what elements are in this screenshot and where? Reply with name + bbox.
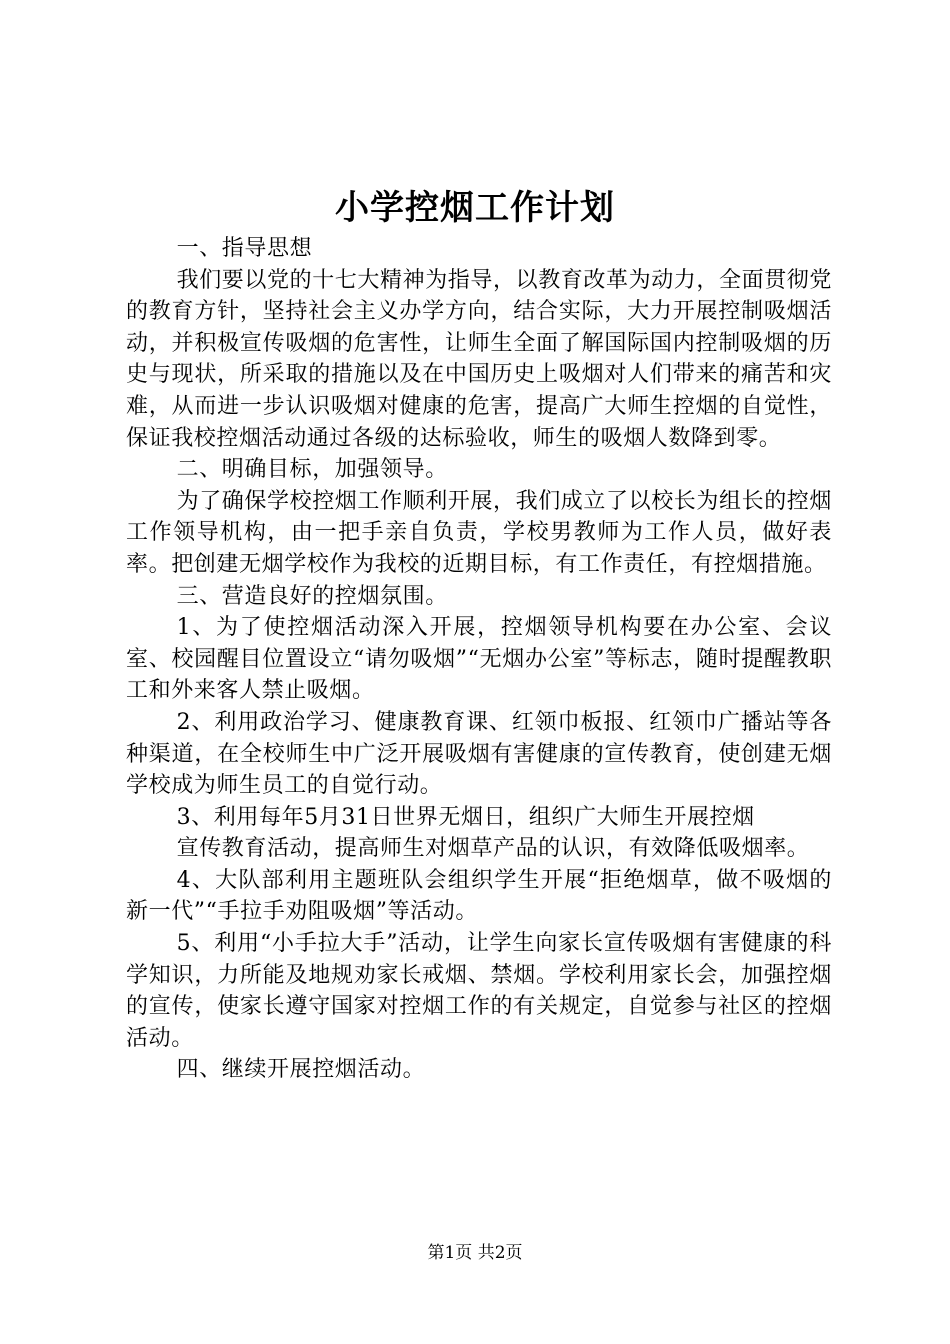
- paragraph-item-3: 3、利用每年5月31日世界无烟日，组织广大师生开展控烟: [176, 804, 755, 830]
- section-heading-atmosphere: 三、营造良好的控烟氛围。: [176, 583, 448, 609]
- paragraph-item-3-continued: 宣传教育活动，提高师生对烟草产品的认识，有效降低吸烟率。: [176, 836, 810, 862]
- paragraph-goals: 为了确保学校控烟工作顺利开展，我们成立了以校长为组长的控烟工作领导机构，由一把手亲自负责，学校男教师为工作人员，做好表率。把创建无烟学校作为我校的近期目标，有工作责任，有控烟措施。: [126, 488, 832, 577]
- paragraph-guiding-thought: 我们要以党的十七大精神为指导，以教育改革为动力，全面贯彻党的教育方针，坚持社会主义办学方向，结合实际，大力开展控制吸烟活动，并积极宣传吸烟的危害性，让师生全面了解国际国内控制吸烟的历史与现状，所采取的措施以及在中国历史上吸烟对人们带来的痛苦和灾难，从而进一步认识吸烟对健康的危害，提高广大师生控烟的自觉性，保证我校控烟活动通过各级的达标验收，师生的吸烟人数降到零。: [126, 267, 832, 451]
- paragraph-item-4: 4、大队部利用主题班队会组织学生开展“拒绝烟草，做不吸烟的新一代”“手拉手劝阻吸烟”等活动。: [126, 867, 832, 925]
- paragraph-item-1: 1、为了使控烟活动深入开展，控烟领导机构要在办公室、会议室、校园醒目位置设立“请勿吸烟”“无烟办公室”等标志，随时提醒教职工和外来客人禁止吸烟。: [126, 615, 832, 704]
- section-heading-guiding-thought: 一、指导思想: [176, 236, 313, 261]
- paragraph-item-5: 5、利用“小手拉大手”活动，让学生向家长宣传吸烟有害健康的科学知识，力所能及地规劝家长戒烟、禁烟。学校利用家长会，加强控烟的宣传，使家长遵守国家对控烟工作的有关规定，自觉参与社区的控烟活动。: [126, 931, 832, 1051]
- section-heading-activities: 四、继续开展控烟活动。: [176, 1057, 426, 1083]
- document-body: [126, 233, 832, 1086]
- document-title: 小学控烟工作计划: [335, 188, 615, 228]
- page-footer: 第1页 共2页: [427, 1243, 523, 1263]
- paragraph-item-2: 2、利用政治学习、健康教育课、红领巾板报、红领巾广播站等各种渠道，在全校师生中广泛开展吸烟有害健康的宣传教育，使创建无烟学校成为师生员工的自觉行动。: [126, 709, 832, 799]
- section-heading-goals: 二、明确目标，加强领导。: [176, 457, 448, 483]
